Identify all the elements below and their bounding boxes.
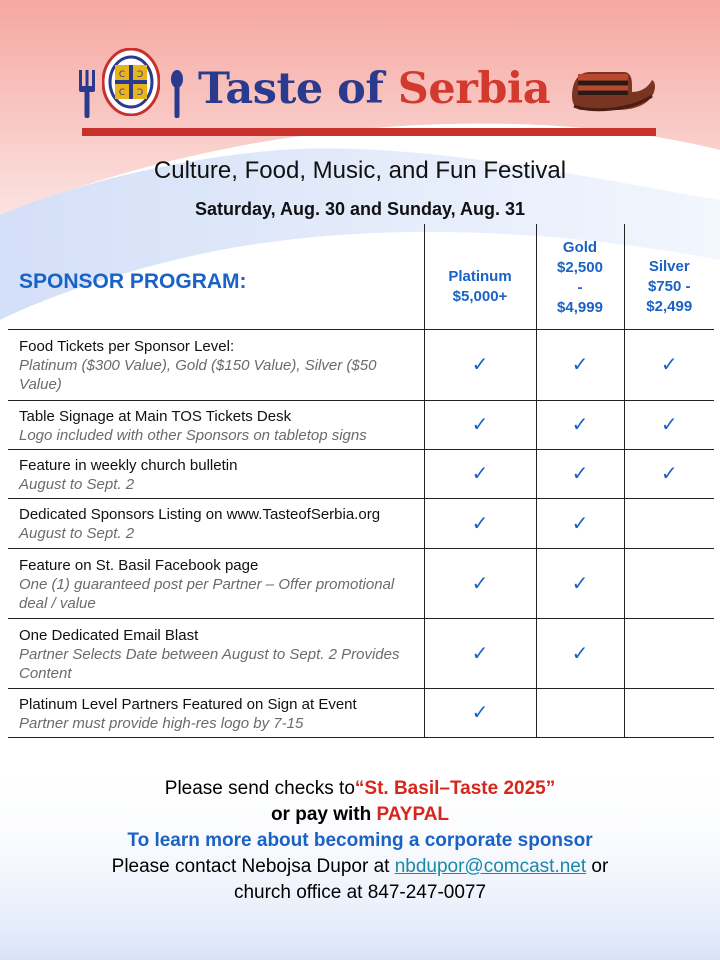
feature-name: Dedicated Sponsors Listing on www.TasteofSerbia.org xyxy=(19,506,381,523)
sponsor-program-label: SPONSOR PROGRAM: xyxy=(8,224,424,329)
svg-text:Ɔ: Ɔ xyxy=(136,70,144,80)
table-row xyxy=(8,400,714,449)
check-icon: ✓ xyxy=(660,463,678,485)
check-silver-empty xyxy=(624,618,714,688)
spoon-icon xyxy=(170,70,184,118)
learn-more-line: To learn more about becoming a corporate sponsor xyxy=(127,830,593,851)
svg-text:C: C xyxy=(118,88,126,98)
fork-icon xyxy=(78,70,96,118)
svg-text:Ɔ: Ɔ xyxy=(136,88,144,98)
check-platinum xyxy=(424,400,536,449)
feature-description: Logo included with other Sponsors on tabletop signs xyxy=(19,426,367,444)
feature-cell xyxy=(8,449,424,498)
level-price: $4,999 xyxy=(557,299,603,317)
title-taste-of: Taste of xyxy=(198,64,398,114)
opanak-shoe-icon xyxy=(568,66,658,114)
feature-description: August to Sept. 2 xyxy=(19,525,135,542)
serbian-cross-plate-icon xyxy=(102,48,160,116)
check-silver xyxy=(624,329,714,400)
feature-name: One Dedicated Email Blast xyxy=(19,626,199,644)
checks-payee: “St. Basil–Taste 2025” xyxy=(354,778,556,799)
check-gold xyxy=(536,548,624,618)
check-platinum xyxy=(424,498,536,548)
festival-logo xyxy=(78,48,658,122)
check-icon: ✓ xyxy=(471,463,489,485)
level-header-gold xyxy=(536,224,624,329)
check-platinum xyxy=(424,449,536,498)
level-price: $2,500 xyxy=(557,259,603,277)
paypal-label: PAYPAL xyxy=(376,804,450,825)
check-icon: ✓ xyxy=(571,414,589,436)
pay-prefix: or pay with xyxy=(270,804,377,825)
level-name: Gold xyxy=(562,239,598,257)
header-divider xyxy=(82,128,656,136)
level-name: Platinum xyxy=(448,268,512,286)
check-platinum xyxy=(424,618,536,688)
contact-email-link[interactable]: nbdupor@comcast.net xyxy=(394,856,587,877)
level-price: $5,000+ xyxy=(452,288,508,306)
check-gold xyxy=(536,618,624,688)
table-header-row xyxy=(8,224,714,329)
check-icon: ✓ xyxy=(571,512,589,535)
check-platinum xyxy=(424,548,536,618)
check-gold xyxy=(536,449,624,498)
feature-name: Table Signage at Main TOS Tickets Desk xyxy=(19,407,292,425)
level-name: Silver xyxy=(648,258,690,276)
check-silver xyxy=(624,400,714,449)
feature-cell xyxy=(8,618,424,688)
level-price: $2,499 xyxy=(646,298,693,316)
check-icon: ✓ xyxy=(660,354,678,376)
table-row xyxy=(8,449,714,498)
table-row xyxy=(8,548,714,618)
feature-name: Feature in weekly church bulletin xyxy=(19,456,238,474)
check-icon: ✓ xyxy=(471,354,489,376)
level-price: $750 - xyxy=(647,278,691,296)
feature-name: Food Tickets per Sponsor Level: xyxy=(19,338,235,355)
contact-prefix: Please contact Nebojsa Dupor at xyxy=(111,856,395,877)
check-silver-empty xyxy=(624,498,714,548)
check-gold-empty xyxy=(536,688,624,737)
feature-description: Platinum ($300 Value), Gold ($150 Value), Silver ($50 Value) xyxy=(19,357,377,393)
table-row xyxy=(8,498,714,548)
sponsor-program-table xyxy=(8,224,714,738)
feature-description: Partner must provide high-res logo by 7-15 xyxy=(19,714,304,732)
table-row xyxy=(8,329,714,400)
check-gold xyxy=(536,400,624,449)
check-icon: ✓ xyxy=(471,642,489,665)
check-silver-empty xyxy=(624,688,714,737)
checks-line xyxy=(0,776,720,802)
level-price-dash: - xyxy=(577,279,583,297)
header xyxy=(0,0,720,145)
feature-cell xyxy=(8,688,424,737)
table-row xyxy=(8,618,714,688)
check-platinum xyxy=(424,688,536,737)
table-row xyxy=(8,688,714,737)
feature-name: Feature on St. Basil Facebook page xyxy=(19,556,259,574)
check-icon: ✓ xyxy=(571,354,589,376)
feature-cell xyxy=(8,329,424,400)
check-icon: ✓ xyxy=(660,414,678,436)
feature-cell xyxy=(8,548,424,618)
feature-cell xyxy=(8,400,424,449)
check-platinum xyxy=(424,329,536,400)
checks-prefix: Please send checks to xyxy=(164,778,355,799)
feature-description: One (1) guaranteed post per Partner – Offer promotional deal / value xyxy=(19,575,395,612)
check-icon: ✓ xyxy=(471,512,489,535)
check-gold xyxy=(536,329,624,400)
check-icon: ✓ xyxy=(571,642,589,665)
check-icon: ✓ xyxy=(471,702,489,724)
festival-title xyxy=(198,64,550,114)
check-silver xyxy=(624,449,714,498)
title-serbia: Serbia xyxy=(397,64,551,114)
feature-name: Platinum Level Partners Featured on Sign at Event xyxy=(19,695,357,713)
check-gold xyxy=(536,498,624,548)
contact-line xyxy=(0,854,720,880)
level-header-silver xyxy=(624,224,714,329)
check-icon: ✓ xyxy=(471,572,489,595)
contact-suffix: or xyxy=(586,856,609,877)
check-icon: ✓ xyxy=(571,463,589,485)
level-header-platinum xyxy=(424,224,536,329)
contact-footer xyxy=(0,776,720,906)
feature-cell xyxy=(8,498,424,548)
check-silver-empty xyxy=(624,548,714,618)
feature-description: August to Sept. 2 xyxy=(19,475,135,493)
svg-text:C: C xyxy=(118,70,126,80)
paypal-line xyxy=(0,802,720,828)
festival-tagline: Culture, Food, Music, and Fun Festival xyxy=(153,157,567,184)
festival-dates: Saturday, Aug. 30 and Sunday, Aug. 31 xyxy=(194,199,526,219)
office-line: church office at 847-247-0077 xyxy=(233,882,487,903)
check-icon: ✓ xyxy=(471,414,489,436)
feature-description: Partner Selects Date between August to Sept. 2 Provides Content xyxy=(19,645,400,682)
check-icon: ✓ xyxy=(571,572,589,595)
